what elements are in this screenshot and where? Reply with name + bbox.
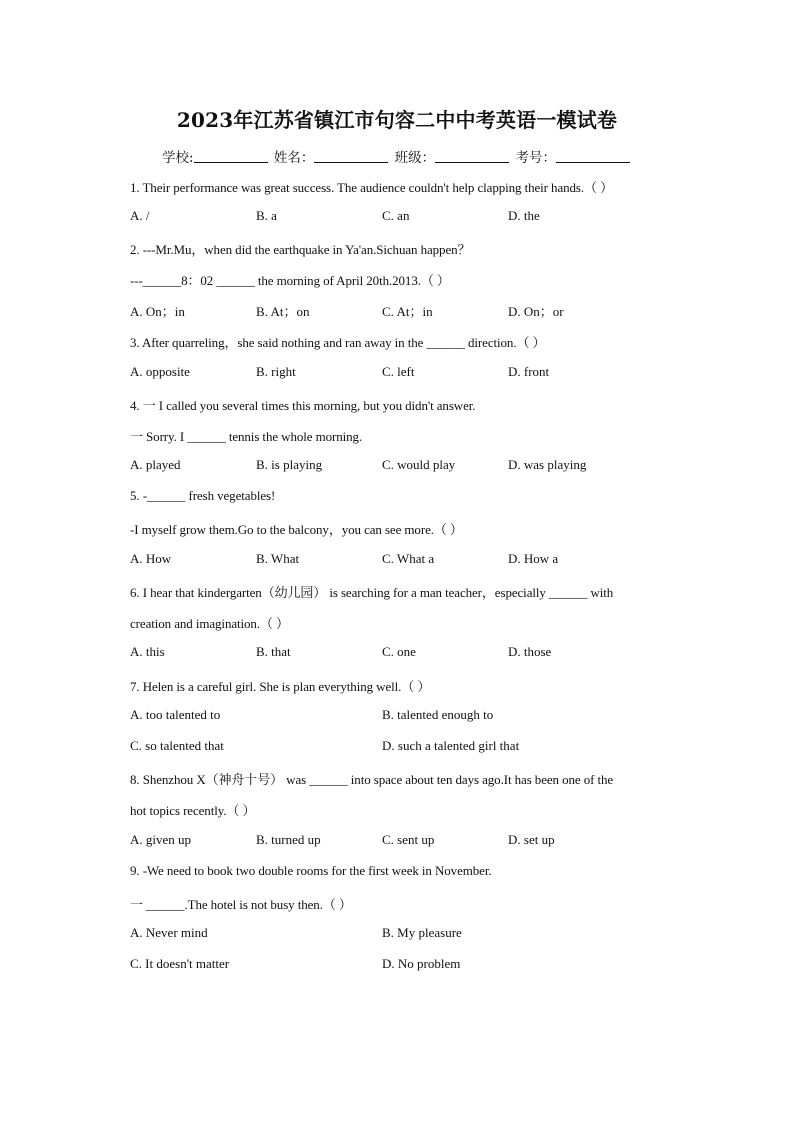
exam-title: 2023年江苏省镇江市句容二中中考英语一模试卷 (176, 108, 618, 132)
question-8-option-c: C. sent up (382, 832, 435, 847)
name-label: 姓名： (273, 150, 315, 166)
question-1-option-b: B. a (256, 208, 277, 223)
question-2-text: 2. ---Mr.Mu，when did the earthquake in Ya'an.Sichuan happen？ (130, 242, 471, 257)
class-blank (435, 150, 509, 163)
student-info-row (0, 146, 794, 166)
question-3-option-d: D. front (508, 364, 550, 379)
question-4-text-cont: 一 Sorry. I ______ tennis the whole morning. (130, 429, 363, 444)
class-label: 班级： (394, 150, 436, 166)
question-2-option-a: A. On；in (130, 304, 185, 319)
question-6-option-d: D. those (508, 644, 552, 659)
name-blank (314, 150, 388, 163)
question-5-option-a: A. How (130, 551, 172, 566)
question-2-text-cont: ---______8：02 ______ the morning of April 20th.2013.（ ） (130, 273, 450, 288)
question-8-option-b: B. turned up (256, 832, 321, 847)
question-7-option-a: A. too talented to (130, 707, 221, 722)
question-4-option-c: C. would play (382, 457, 456, 472)
question-3-option-b: B. right (256, 364, 296, 379)
question-2-option-d: D. On；or (508, 304, 564, 319)
question-4-option-a: A. played (130, 457, 181, 472)
question-5-option-b: B. What (256, 551, 300, 566)
question-3-option-c: C. left (382, 364, 415, 379)
question-8-option-d: D. set up (508, 832, 555, 847)
exam-number-label: 考号： (515, 150, 556, 166)
question-8-option-a: A. given up (130, 832, 192, 847)
question-6-option-c: C. one (382, 644, 416, 659)
question-8-text: 8. Shenzhou X（神舟十号） was ______ into space about ten days ago.It has been one of the (130, 772, 614, 787)
question-9-option-c: C. It doesn't matter (130, 956, 230, 971)
question-4-option-b: B. is playing (256, 457, 323, 472)
question-2-option-c: C. At；in (382, 304, 433, 319)
question-5-text: 5. -______ fresh vegetables! (130, 488, 276, 503)
question-9-option-a: A. Never mind (130, 925, 208, 940)
question-7-text: 7. Helen is a careful girl. She is plan everything well.（ ） (130, 679, 431, 694)
question-9-text-cont: 一 ______.The hotel is not busy then.（ ） (130, 897, 352, 912)
exam-number-blank (556, 150, 630, 163)
question-6-option-a: A. this (130, 644, 165, 659)
question-1-option-c: C. an (382, 208, 410, 223)
question-9-text: 9. -We need to book two double rooms for the first week in November. (130, 863, 492, 878)
question-9-option-d: D. No problem (382, 956, 461, 971)
question-1-option-a: A. / (130, 208, 150, 223)
question-7-option-b: B. talented enough to (382, 707, 494, 722)
question-1-option-d: D. the (508, 208, 540, 223)
question-4-option-d: D. was playing (508, 457, 587, 472)
question-9-option-b: B. My pleasure (382, 925, 462, 940)
question-7-option-c: C. so talented that (130, 738, 224, 753)
question-5-text-cont: -I myself grow them.Go to the balcony，you can see more.（ ） (130, 522, 463, 537)
question-5-option-c: C. What a (382, 551, 435, 566)
question-6-option-b: B. that (256, 644, 291, 659)
question-7-option-d: D. such a talented girl that (382, 738, 520, 753)
question-3-option-a: A. opposite (130, 364, 190, 379)
question-6-text: 6. I hear that kindergarten（幼儿园） is searching for a man teacher，especially ______ with (130, 585, 614, 600)
question-4-text: 4. 一 I called you several times this morning, but you didn't answer. (130, 398, 476, 413)
school-blank (194, 150, 268, 163)
school-label: 学校: (162, 150, 194, 166)
question-3-text: 3. After quarreling，she said nothing and ran away in the ______ direction.（ ） (130, 335, 546, 350)
question-1-text: 1. Their performance was great success. The audience couldn't help clapping their hands.（ ） (130, 180, 613, 195)
question-2-option-b: B. At；on (256, 304, 310, 319)
question-8-text-cont: hot topics recently.（ ） (130, 803, 256, 818)
question-6-text-cont: creation and imagination.（ ） (130, 616, 289, 631)
question-5-option-d: D. How a (508, 551, 559, 566)
